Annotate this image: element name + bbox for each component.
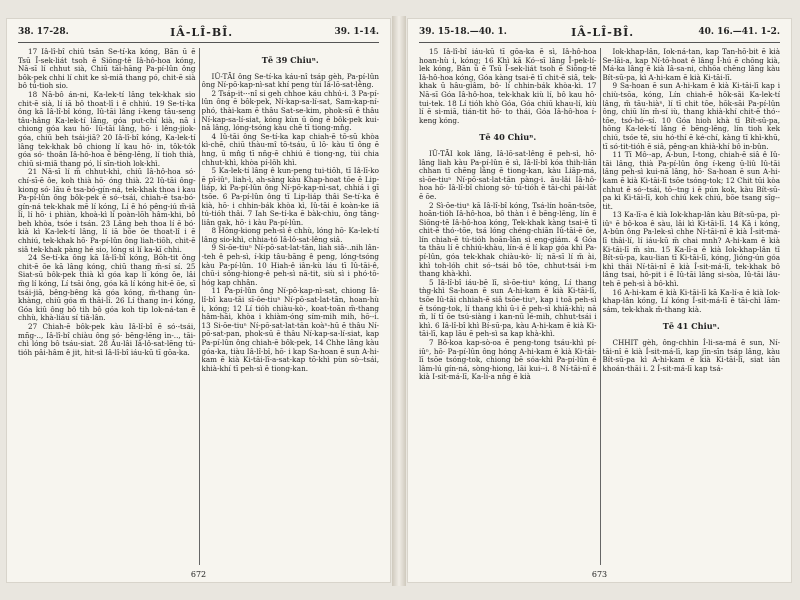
verse-paragraph: 17 Iâ-lî-bî chiū tsān Se-tí-ka kóng, Bān ū ē Tsū Î-sek-liát tsoh ē Siōng-tē Iâ-hô-hoa kóng, Nā-sī lí chhut sià, Chiū tāi-hāng Pa-pí-lûn ông bôk-pek chhi lí chit ke sì-miā thang pó, chit-ē sià bô tú-tioh sio. xyxy=(18,48,196,91)
right-header-rule xyxy=(419,42,780,43)
right-page-number: 673 xyxy=(591,570,608,579)
verse-paragraph: 18 Nā-bô án-ni, Ka-lek-tí lâng tek-khak sio chit-ē sià, lí iā bô thoat-lî i ē chhiú. 19 Se-tí-ka ông kā Iâ-lî-bî kóng, Iû-tāi lâng í-keng tāu-seng tâu-hâng Ka-lek-tí lâng, góa put-chí kià, nā i chiong góa kau hō· Iû-tāi lâng, hō· i lêng-jiok-góa, chiū beh tsái-jiā? 20 Iâ-lî-bî kóng, Ka-lek-tí lâng tek-khak bô chiong lí kau hō· in, tôk-tók góa só· thoân Iâ-hô-hoa ē bēng-lēng, lí tioh thià, chiū si-miā thang pó, lí sīn-tioh lok-khì. xyxy=(18,89,196,168)
verse-paragraph: IÛ-TĀI kok lâng, Iâ-lō·sat-lêng ē peh-sì, hō· lâng liah kàu Pa-pí-lûn ē sì, Iâ-lî-bî kóa thih-liān chhan tī chēng lâng ē tiong-kan, kàu Liāp-má, sì-ōe-tiuⁿ Ní-pō·sat-lat-tān pàng-i. āu-lâi Iâ-hô-hoa hō· Iâ-lî-bî chiong sò· tú-tióh ē tāi-chì pái-lāt ē ōe. xyxy=(419,148,597,201)
verse-paragraph: 8 Hōng-kiong peh-sì ê chhù, lóng hō· Ka-lek-tí lâng sio-khì, chhia-tó Iâ-lô·sat-lêng siâ. xyxy=(201,226,379,244)
right-columns xyxy=(419,48,780,565)
right-ref-start: 39. 15-18.—40. 1. xyxy=(419,27,507,37)
left-ref-end: 39. 1-14. xyxy=(334,27,379,37)
verse-paragraph: 4 Iû-tāi ông Se-tí-ka kap chiah-ē tō-sū khòa kì-chē, chiū thàu-mî tō-tsáu, ū lō· kàu tī ông ē hng, ū mn̂g tī nn̄g-ē chhiú ē tiong-ng, tùi chia chhut-khì, khòa pí-lōh khì. xyxy=(201,131,379,167)
right-column-1 xyxy=(419,48,597,565)
left-header-rule xyxy=(18,42,379,43)
right-column-2 xyxy=(603,48,781,565)
chapter-heading: Tē 39 Chiuⁿ. xyxy=(261,55,319,65)
right-ref-end: 40. 16.—41. 1-2. xyxy=(698,27,780,37)
right-page xyxy=(407,18,792,583)
verse-paragraph: 27 Chiah-ē bôk-pek kàu Iâ-lî-bî ē só·-tsái, mñg-.., Iâ-lî-bî chiàu ông só· bēng-lēng ìn-.., tāi-chì lóng bô tsáu-siat. 28 Âu-lâi Iâ-lô-sat-lēng tú-tióh pâi-hâm ê jit, hit-sì Iâ-lî-bî iáu-kū tī gōa-ka. xyxy=(18,322,196,357)
verse-paragraph: 9 Sa-hoan ē sun A-hi-kam ē kià Ki-tāi-lī kap i chiù-tsōa, kóng, Lín chiah-ē hōk-sāi Ka-lek-tí lâng, m̄ tāu-hiàⁿ, lí tī chit tōe, hōk-sāi Pa-pí-lûn ông, chiū lín m̄-sí iù, thang khià-khí chit-ē thó·-tōe, tsó-hó·-sí. 10 Góa hioh khà tī Bít-sū-pa, hōng Ka-lek-tí lâng ē bēng-lēng, lín tioh kek chiú, tsóe tē, siu hó-thí ē ké-chí, kàng tī khì-khū, tī só·tit-tióh ē siâ, pêng-an khià-khí bô in-bûn. xyxy=(602,81,780,151)
verse-paragraph: Iok-khap-lân, Iok-ná-tan, kap Tan-hō·bit ē kià Se-lāi-a, kap Ní-tō-hoat ē lâng Í-hú ē chōng kià, Má-ka lâng ē kià Iâ-sa-ni, chhōa chēng lâng kàu Bít-sū-pa, kì A-hi-kam ē kià Ki-tāi-lī. xyxy=(602,48,780,82)
verse-paragraph: 5 Iâ-lî-bî iáu-bē lī, sì-ōe-tiuⁿ kóng, Lí thang tǹg-khì Sa-hoan ē sun A-hi-kam ē kià Ki-tāi-lī, tsōe Iû-tāi chhiah-ē siâ tsōe-tiuⁿ, kap i toā peh-sì ē tsóng-tok, lí thang khì ū-i ē peh-sì khiā-khì; nā m̄, lí tī ōe tsú-siàng i kan-nū lé-mih, chhut-tsái i khì. 6 Iâ-lî-bî khì Bí-sū-pa, kàu A-hi-kam ē kià Ki-tāi-lī, kap lāu ē peh-sì sa kap khà-khì. xyxy=(419,277,597,339)
left-column-2 xyxy=(202,48,380,565)
verse-paragraph: 21 Nā-sī lí m̄ chhut-khì, chiū Iâ-hô-hoa só· chí-sī-ē ôe, koh thià hō· óng thià. 22 Iû-tāi ông-kiong só· lāu ē tsa-bó-gín-ná, tek-khak thoa i kau Pa-pí-lûn ông bôk-pek ē só·-tsái, chiah-ē tsa-bó-gín-ná tek-khak mē lí kóng, Lí ē hó pêng-iú m̄-iā lí, lí hō· i phiàn, khoà-kì lí poàn-lōh hâm-khi, bô beh khòa, tsóe i tsán. 23 Lâng beh thoa lí ē bó· kià kì Ka-lek-tí lâng, lí iā bōe ōe thoat-lî i ē chhiú, tek-khak hō· Pa-pí-lûn ông liah-tiōh, chit-ē siâ tek-khak pàng hé sio, lóng si lí ka-kī chhi. xyxy=(18,167,196,254)
right-page-title: IÂ-LÎ-BÎ. xyxy=(571,25,635,39)
verse-paragraph: 11 Tī Mô·-ap, A-bun, I-tong, chiah-ē siâ ê Iû-tāi lâng, thià Pa-pí-lûn ông í-keng ū-liû Iû-tāi lâng peh-sì kui-nā lâng, hō· Sa-hoan ē sun A-hi-kam ē kià Ki-tāi-lī tsōe tsóng-tok; 12 Chit tūi kòa chhut ē só·-tsái, tō--tng i ē pún kok, kàu Bít-sū-pa kì Ki-tāi-lī, koh chiú kek chiú, bōe tsang sîg--tit. xyxy=(602,150,780,211)
verse-paragraph: 9 Si-ōe-tiuⁿ Ní-pō·sat-lat-tān, liah siâ-..nih lân--teh ê peh-sì, í-kip tâu-bāng ê peng, lóng-tsóng kàu Pa-pí-lûn. 10 Hiah-ê iân-kù láu tī Iû-tāi-ê, chū-i sông-hiong-ê peh-sì nā-tit, siù sì i phó·tō-hóg kap chhân. xyxy=(201,243,379,287)
left-page-title: IÂ-LÎ-BÎ. xyxy=(170,25,234,39)
verse-paragraph: 13 Ka-lī-a ē kià Iok-khap-lân kàu Bít-sū-pa, pì-iûⁿ ē bô-koa ê sàu, lâi kì Ki-tāi-lī. 14 Kā i kóng, A-bûn ông Pa-lek-sì chhe Ní-tāi-nî ē kià Í-sit-má-lī thâi-lí, lí iáu-kū m̄ chai mnh? A-hi-kam ē kià Ki-tāi-lī m̄ sìn. 15 Ka-lī-a ē kià Iok-khap-lân tī Bít-sū-pa, kau-lian tī Ki-tāi-lī, kóng, Jióng-ún góa khì thâi Ní-tāi-nî ē kià Í-sit-má-lī, tek-khak bô lâng tsai, hô-pit i ē Iû-tāi lâng si-sòa, Iû-tāi lâu-teh ē peh-sì à bô-khì. xyxy=(602,210,780,289)
right-page-header xyxy=(419,24,780,40)
left-columns xyxy=(18,48,379,565)
left-page xyxy=(6,18,391,583)
verse-paragraph: CHHIT gèh, ông-chhin Í-li-sa-má ē sun, Ní-tāi-nî ē kià Í-sit-má-lī, kap jīn-sīn tsáp lâng, kàu Bít-sū-pa kì A-hi-kam ē kià Ki-tāi-lī, siat iān khoán-thāi i. 2 Í-sit-má-lī kap tsá- xyxy=(602,338,780,373)
left-ref-start: 38. 17-28. xyxy=(18,27,69,37)
verse-paragraph: 7 Bô-koa kap-sò-oa ē peng-tong tsáu-khì pí-iûⁿ, hō· Pa-pí-lûn ông hóng A-hi-kam ē kià Ki-tāi-lī tsōe tsóng-tok, chiong bē sóa-khì Pa-pí-lûn ē lâm-lú gín-ná, sòng-hiong, lāi kui--i. 8 Ní-tāi-nî ē kià I-sit-má-lī, Ka-lí-a nn̄g ē kià xyxy=(419,338,597,382)
left-page-number: 672 xyxy=(190,570,207,579)
verse-paragraph: 5 Ka-lek-tí lâng ê kun-peng tui-tiōh, tī Iâ-lī-ko ē pî-iûⁿ, liah-ì, ah-sàng kàu Khap-hoat tōe ē Lip-liáp, kì Pa-pí-lûn ông Ní-pō·kap-nì-sat, chhiá i gī tsōe. 6 Pa-pí-lûn ông tī Lip-liáp thâi Se-tí-ka ê kià, hō· i chhin-bák khòa kì, Iû-tāi ē koàn-ke iā tú-tióh thâi. 7 Iah Se-tí-ka ē bàk-chiu, ōng tāng-liân gak, hō· i kàu Pa-pí-lûn. xyxy=(201,166,379,227)
verse-paragraph: IÛ-TĀI ông Se-tí-ka káu-nî tsáp gèh, Pa-pí-lûn ông Ní-pō·kap-nì-sat khí peng tùi Iâ-lō·sat-lêng. xyxy=(201,71,379,90)
verse-paragraph: 2 Sì-ōe-tiuⁿ kā Iâ-lî-bî kóng, Tsá-lín hoān-tsōe, hoān-tióh Iâ-hô-hoa, bô thàn i ē bēng-lēng, lín ē Siōng-tē Iâ-hô-hoa kóng, Tek-khak kàng tsai-ē tī chit-ē thó·-tōe, tsá lóng chéng-chiān Iû-tāi-ē ōe, lín chiah-ē tú-tióh hoān-lān sì eng-giám. 4 Góa ta thāu lí ē chhiú-khàu, lín-á ē lí kap góa khì Pa-pí-lûn, góa tek-khak chiàu-kò· lí; nā-sī lí m̄ ài, khì toh-lóh chit só·-tsái bô tōe, chhut-tsái i-m thang khà-khì. xyxy=(419,200,597,279)
verse-paragraph: 11 Pa-pí-lûn ông Ní-pō·kap-nì-sat, chiong Iâ-lî-bî kau-tāi sī-ōe-tiuⁿ Ní-pō·sat-lat-tān, hoan-hù i, kóng; 12 Lí tióh chiàu-kò·, koat-toān m̄-thang hâm-hāi, khòa i khiàm-óng sím-mih mih, hō·-i. 13 Si-ōe-tiuⁿ Ní-pō·sat-lat-tān koàⁿ-hū ē thâu Ní-pō·sat-pan, phok-sū ē thâu Ní-kap-sa-lí-siat, kap Pa-pí-lûn ông chiah-ē bôk-pek, 14 Chhe lâng kàu góa-ka, tiàu Iâ-lî-bî, hō· i kap Sa-hoan ē sun A-hi-kam ē kià Ki-tāi-lī-a-sat-kap tō-khì pùn sò·-tsái, khià-khí tī peh-sì ē tiong-kan. xyxy=(201,286,379,373)
verse-paragraph: 15 Iâ-lî-bî iáu-kū tī gōa-ka ē sì, Iâ-hô-hoa hoan-hù i, kóng; 16 Khì kā Kó·-sī lâng Î-pek-lí-lek kóng, Bān ū ē Tsū Î-sek-liát tsoh ē Siōng-tē Iâ-hô-hoa kóng, Góa kàng tsai-ē tī chit-ē siâ, tek-khak ū hâu-giâm, bô· lí chhin-bák khòa-kì. 17 Nā-sī Góa Iâ-hô-hoa, tek-khak kiù lí, bô kau hō· tui-tek. 18 Lí tióh khò Góa, Góa chiū khau-lí, kiù lí ē si-miā, tián-tit hō· to thái, Góa Iâ-hô-hoa í-keng kóng. xyxy=(419,48,597,125)
chapter-heading: Tē 41 Chiuⁿ. xyxy=(662,321,720,332)
chapter-heading: Tē 40 Chiuⁿ. xyxy=(479,132,537,143)
verse-paragraph: 2 Tsáp-it-·-nî si geh chhoe káu chhú-i. 3 Pa-pí-lûn ông ē bôk-pek, Ní-kap-sa-lí-sat, Sam-kap-ní-phó, thài-kam ē thâu Sat-se-kim, phok-sū ē thâu Ní-kap-sa-lí-siat, kóng kùn ū ōng ē bôk-pek kui-nā lâng, lóng-tsóng kàu chē tī tiong-mn̂g. xyxy=(201,88,379,133)
book-gutter xyxy=(392,16,406,586)
left-page-header xyxy=(18,24,379,40)
left-column-1 xyxy=(18,48,196,565)
verse-paragraph: 16 A-hi-kam ē kià Ki-tāi-lī kā Ka-lí-a ē kià Iok-khap-lân kóng, Lí kóng Í-sit-má-lī ē tāi-chì lām-sám, tek-khak m̄-thang kià. xyxy=(602,287,780,314)
verse-paragraph: 24 Se-tí-ka ông kā Iâ-lî-bî kóng, Bōh-tit ōng chit-ē ōe kā lâng kóng, chiū thang m̄-sí sí. 25 Siat-sū bôk-pek thià kì góa kap lí kóng ōe, lâi m̄g lí kóng, Lí tsāi ông, góa kā lí kóng hit-ē ōe, sī tsái-jiā, bêng-bêng kā góa kóng, m̄-thang ûn-khàng, chiū góa m̄ thāi-lí. 26 Lí thang in-i kóng, Góa kiû ông bô tih bô góa koh tip lok-ná-tan ē chhù, khà-liáu sí tiâ-lân. xyxy=(18,253,196,323)
